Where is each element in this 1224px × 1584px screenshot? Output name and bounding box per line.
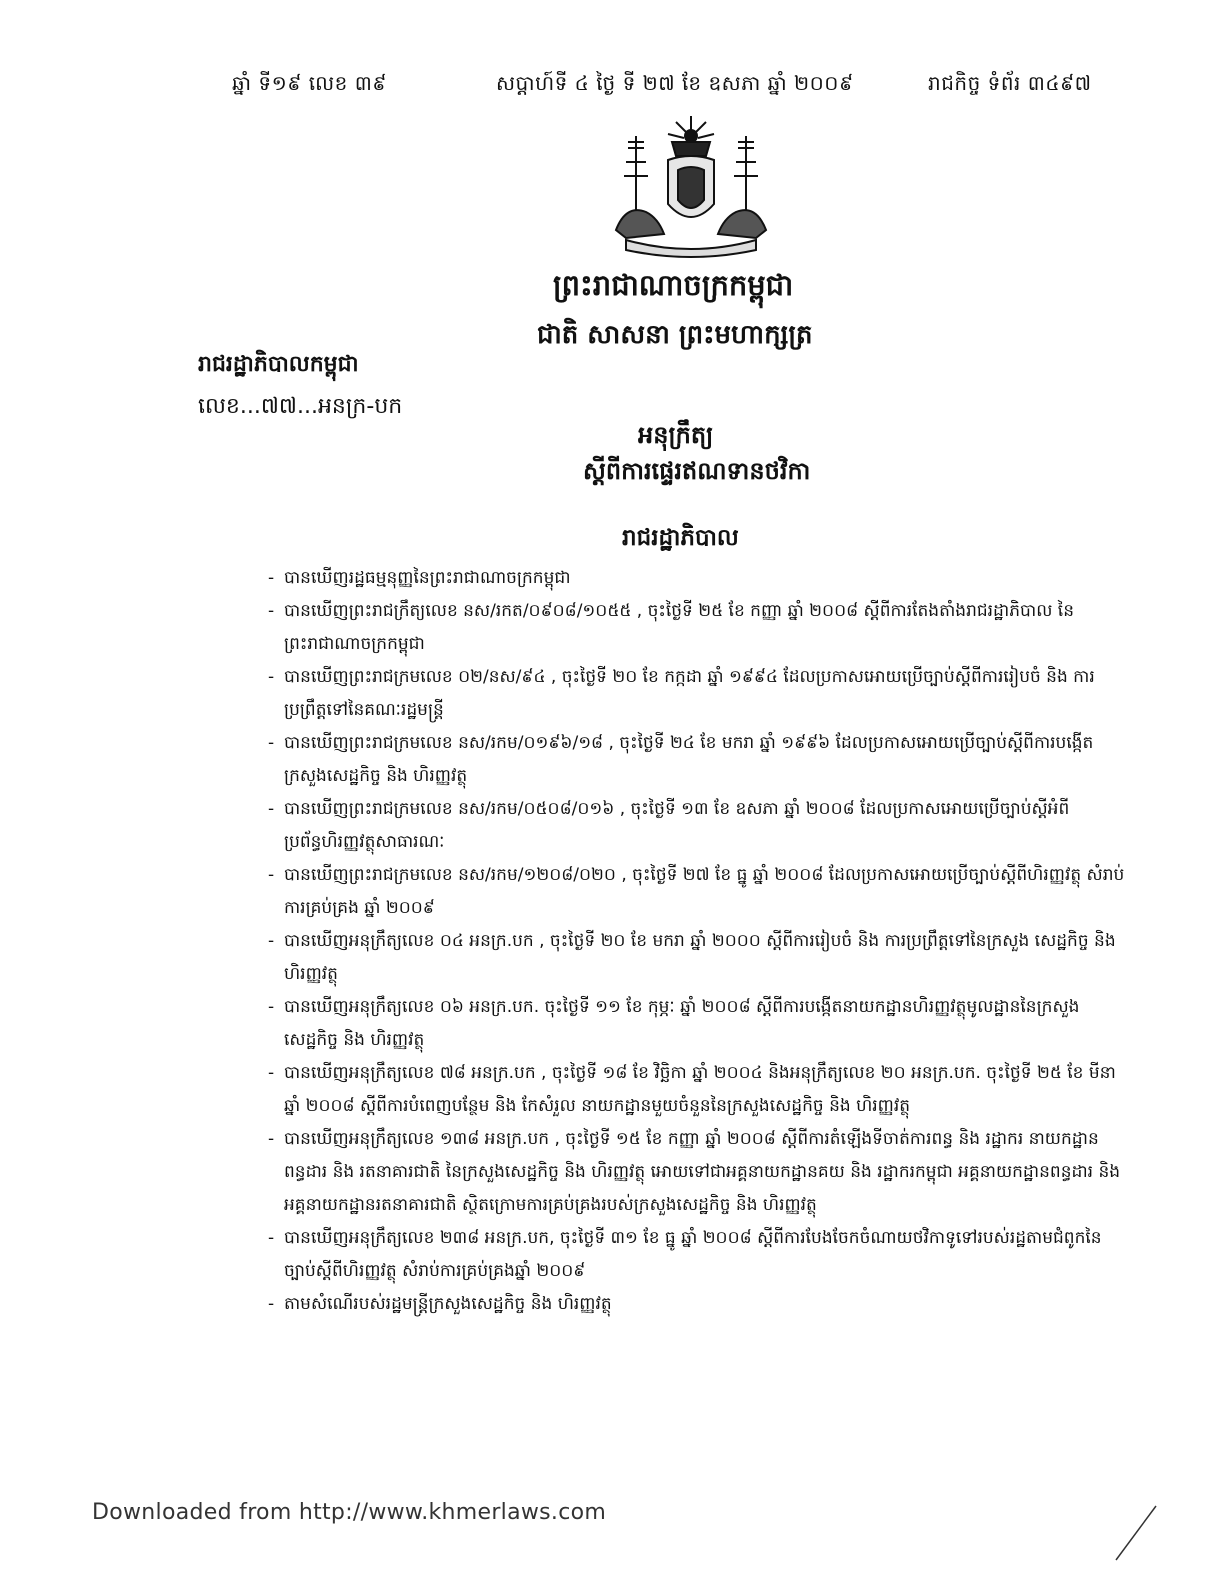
list-item: - បានឃើញអនុក្រឹត្យលេខ ០៤ អនក្រ.បក , ចុះថ្ងៃទី ២០ ខែ មករា ឆ្នាំ ២០០០ ស្តីពីការរៀបចំ និង ការប្រព្រឹត្តទៅនៃក្រសួង សេដ្ឋកិច្ច និង ហិរញ្ញវត្ថុ <box>268 931 1116 984</box>
download-source: Downloaded from http://www.khmerlaws.com <box>92 1500 607 1525</box>
list-item: - បានឃើញព្រះរាជក្រមលេខ នស/រកម/០៥០៨/០១៦ , ចុះថ្ងៃទី ១៣ ខែ ឧសភា ឆ្នាំ ២០០៨ ដែលប្រកាសអោយប្រើច្បាប់ស្តីអំពីប្រព័ន្ធហិរញ្ញវត្ថុសាធារណៈ <box>268 799 1070 852</box>
list-item: - តាមសំណើរបស់រដ្ឋមន្ត្រីក្រសួងសេដ្ឋកិច្ច និង ហិរញ្ញវត្ថុ <box>268 1294 612 1314</box>
list-item: - បានឃើញព្រះរាជក្រមលេខ នស/រកម/០១៩៦/១៨ , ចុះថ្ងៃទី ២៤ ខែ មករា ឆ្នាំ ១៩៩៦ ដែលប្រកាសអោយប្រើច្បាប់ស្តីពីការបង្កើតក្រសួងសេដ្ឋកិច្ច និង ហិរញ្ញវត្ថុ <box>268 733 1094 786</box>
list-item: - បានឃើញអនុក្រឹត្យលេខ ៧៨ អនក្រ.បក , ចុះថ្ងៃទី ១៨ ខែ វិច្ឆិកា ឆ្នាំ ២០០៤ និងអនុក្រឹត្យលេខ ២០ អនក្រ.បក. ចុះថ្ងៃទី ២៥ ខែ មីនា ឆ្នាំ ២០០៨ ស្តីពីការបំពេញបន្ថែម និង កែសំរួល នាយកដ្ឋានមួយចំនួននៃក្រសួងសេដ្ឋកិច្ច និង ហិរញ្ញវត្ថុ <box>268 1063 1116 1116</box>
royal-coat-of-arms-icon <box>606 112 776 262</box>
recitals-list <box>268 562 1128 1321</box>
gazette-date: សប្តាហ៍ទី ៤ ថ្ងៃ ទី ២៧ ខែ ឧសភា ឆ្នាំ ២០០៩ <box>496 71 854 95</box>
list-item: - បានឃើញអនុក្រឹត្យលេខ ០៦ អនក្រ.បក. ចុះថ្ងៃទី ១១ ខែ កុម្ភៈ ឆ្នាំ ២០០៨ ស្តីពីការបង្កើតនាយកដ្ឋានហិរញ្ញវត្ថុមូលដ្ឋាននៃក្រសួងសេដ្ឋកិច្ច និង ហិរញ្ញវត្ថុ <box>268 997 1080 1050</box>
issuer-name: រាជរដ្ឋាភិបាលកម្ពុជា <box>198 352 359 377</box>
document-type: អនុក្រឹត្យ <box>638 421 714 449</box>
pen-stroke-icon <box>1112 1500 1160 1564</box>
kingdom-title: ព្រះរាជាណាចក្រកម្ពុជា <box>553 268 794 302</box>
list-item: - បានឃើញព្រះរាជក្រមលេខ នស/រកម/១២០៨/០២០ , ចុះថ្ងៃទី ២៧ ខែ ធ្នូ ឆ្នាំ ២០០៨ ដែលប្រកាសអោយប្រើច្បាប់ស្តីពីហិរញ្ញវត្ថុ សំរាប់ការគ្រប់គ្រង ឆ្នាំ ២០០៩ <box>268 865 1125 918</box>
list-item: - បានឃើញព្រះរាជក្រឹត្យលេខ នស/រកត/០៩០៨/១០៥៥ , ចុះថ្ងៃទី ២៥ ខែ កញ្ញា ឆ្នាំ ២០០៨ ស្តីពីការតែងតាំងរាជរដ្ឋាភិបាល នៃព្រះរាជាណាចក្រកម្ពុជា <box>268 601 1074 654</box>
list-item: - បានឃើញអនុក្រឹត្យលេខ ២៣៨ អនក្រ.បក, ចុះថ្ងៃទី ៣១ ខែ ធ្នូ ឆ្នាំ ២០០៨ ស្តីពីការបែងចែកចំណាយថវិកាទូទៅរបស់រដ្ឋតាមជំពូកនៃច្បាប់ស្តីពីហិរញ្ញវត្ថុ សំរាប់ការគ្រប់គ្រងឆ្នាំ ២០០៩ <box>268 1228 1102 1281</box>
document-subject: ស្តីពីការផ្ទេរឥណទានថវិកា <box>583 457 811 485</box>
decree-number: លេខ...៧៧...អនក្រ-បក <box>198 394 403 419</box>
national-motto: ជាតិ សាសនា ព្រះមហាក្សត្រ <box>537 320 813 350</box>
issuing-authority: រាជរដ្ឋាភិបាល <box>622 525 739 551</box>
gazette-page: រាជកិច្ច ទំព័រ ៣៤៩៧ <box>928 71 1092 95</box>
list-item: - បានឃើញព្រះរាជក្រមលេខ ០២/នស/៩៤ , ចុះថ្ងៃទី ២០ ខែ កក្កដា ឆ្នាំ ១៩៩៤ ដែលប្រកាសអោយប្រើច្បាប់ស្តីពីការរៀបចំ និង ការប្រព្រឹត្តទៅនៃគណៈរដ្ឋមន្ត្រី <box>268 667 1095 720</box>
list-item: - បានឃើញអនុក្រឹត្យលេខ ១៣៨ អនក្រ.បក , ចុះថ្ងៃទី ១៥ ខែ កញ្ញា ឆ្នាំ ២០០៨ ស្តីពីការតំឡើងទីចាត់ការពន្ធ និង រដ្ឋាករ នាយកដ្ឋានពន្ធដារ និង រតនាគារជាតិ នៃក្រសួងសេដ្ឋកិច្ច និង ហិរញ្ញវត្ថុ អោយទៅជាអគ្គនាយកដ្ឋានគយ និង រដ្ឋាករកម្ពុជា អគ្គនាយកដ្ឋានពន្ធដារ និង អគ្គនាយកដ្ឋានរតនាគារជាតិ ស្ថិតក្រោមការគ្រប់គ្រងរបស់ក្រសួងសេដ្ឋកិច្ច និង ហិរញ្ញវត្ថុ <box>268 1129 1121 1215</box>
gazette-issue: ឆ្នាំ ទី១៩ លេខ ៣៩ <box>232 71 387 95</box>
list-item: - បានឃើញរដ្ឋធម្មនុញ្ញនៃព្រះរាជាណាចក្រកម្ពុជា <box>268 568 571 588</box>
